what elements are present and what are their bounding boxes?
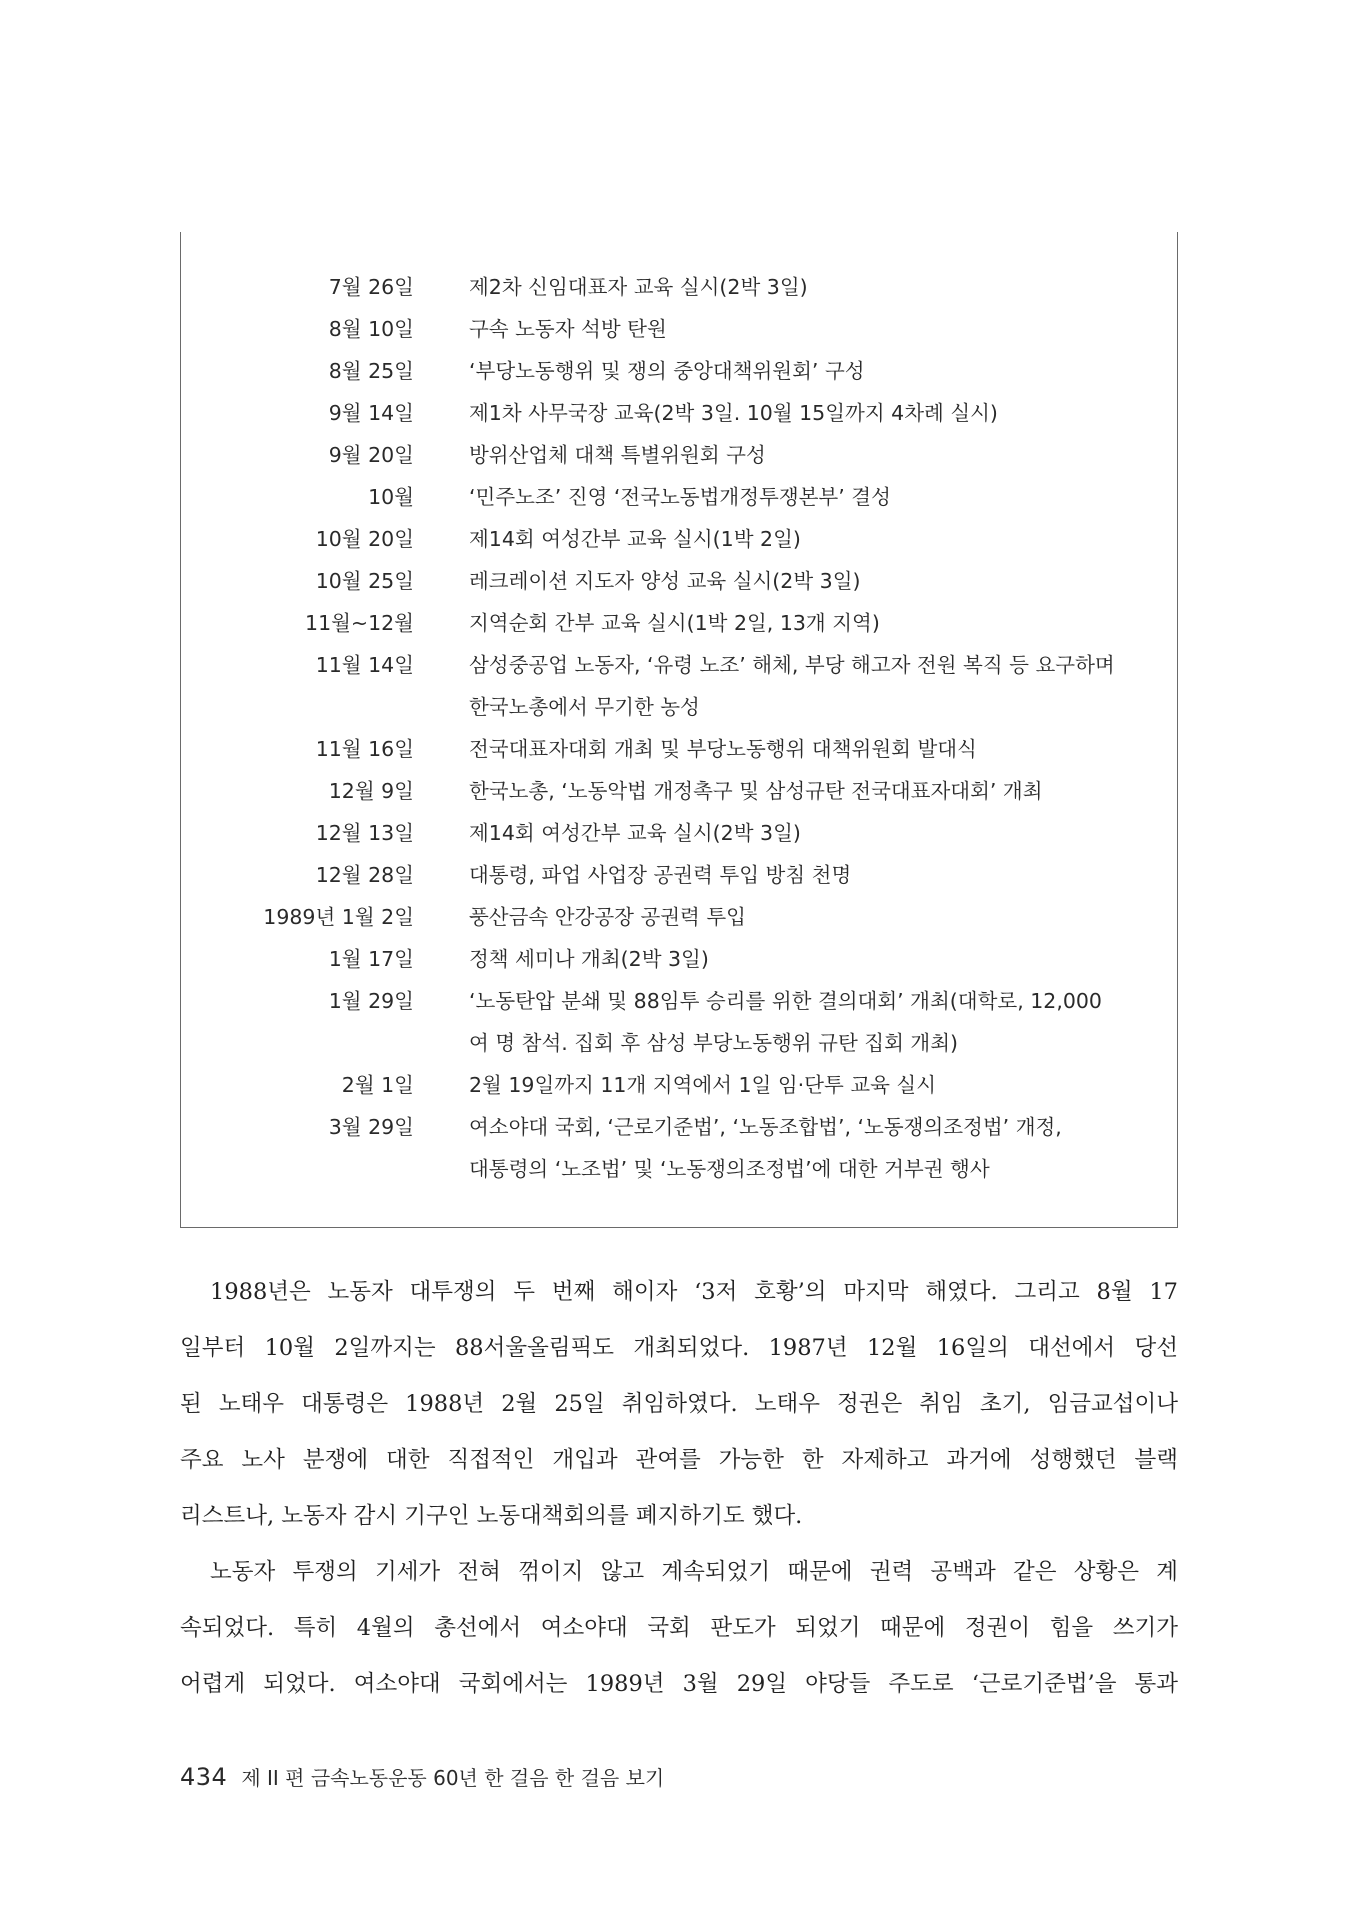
chronology-event-line: 방위산업체 대책 특별위원회 구성 [469, 443, 766, 467]
chronology-date: 11월 16일 [315, 737, 414, 761]
chronology-event-line: ‘노동탄압 분쇄 및 88임투 승리를 위한 결의대회’ 개최(대학로, 12,000 [469, 989, 1102, 1013]
body-paragraph [180, 1264, 1178, 1544]
chronology-date: 11월 14일 [315, 653, 414, 677]
chronology-event-line: 제14회 여성간부 교육 실시(2박 3일) [469, 821, 801, 845]
body-line: 주요 노사 분쟁에 대한 직접적인 개입과 관여를 가능한 한 자제하고 과거에 성행했던 블랙 [180, 1447, 1178, 1473]
chronology-event [469, 770, 1159, 812]
chronology-row [181, 560, 1177, 602]
chronology-row [181, 854, 1177, 896]
chronology-row [181, 392, 1177, 434]
body-line: 노동자 투쟁의 기세가 전혀 꺾이지 않고 계속되었기 때문에 권력 공백과 같은 상황은 계 [210, 1559, 1178, 1585]
chronology-event [469, 308, 1159, 350]
chronology-row [181, 266, 1177, 308]
chronology-event-line: 전국대표자대회 개최 및 부당노동행위 대책위원회 발대식 [469, 737, 977, 761]
page-number: 434 [180, 1763, 228, 1791]
chronology-event-line: 한국노총에서 무기한 농성 [469, 695, 700, 719]
chronology-event [469, 644, 1159, 728]
chronology-event [469, 980, 1159, 1064]
chronology-date: 12월 13일 [315, 821, 414, 845]
chronology-event-line: ‘부당노동행위 및 쟁의 중앙대책위원회’ 구성 [469, 359, 865, 383]
chronology-list [181, 266, 1177, 1190]
chronology-date: 10월 20일 [315, 527, 414, 551]
chronology-row [181, 938, 1177, 980]
chronology-row [181, 1064, 1177, 1106]
chronology-event [469, 812, 1159, 854]
body-text [180, 1264, 1178, 1712]
chronology-row [181, 1106, 1177, 1190]
body-line: 속되었다. 특히 4월의 총선에서 여소야대 국회 판도가 되었기 때문에 정권이 힘을 쓰기가 [180, 1615, 1178, 1641]
chronology-event-line: 제2차 신임대표자 교육 실시(2박 3일) [469, 275, 808, 299]
chronology-date: 2월 1일 [341, 1073, 414, 1097]
chronology-date: 1월 17일 [328, 947, 414, 971]
chronology-row [181, 644, 1177, 728]
chronology-event-line: 레크레이션 지도자 양성 교육 실시(2박 3일) [469, 569, 861, 593]
chronology-date: 8월 10일 [328, 317, 414, 341]
chronology-event [469, 434, 1159, 476]
chronology-row [181, 434, 1177, 476]
chronology-event-line: 제1차 사무국장 교육(2박 3일. 10월 15일까지 4차례 실시) [469, 401, 998, 425]
chronology-event-line: 삼성중공업 노동자, ‘유령 노조’ 해체, 부당 해고자 전원 복직 등 요구하며 [469, 653, 1115, 677]
page-footer [180, 1762, 664, 1791]
chronology-row [181, 518, 1177, 560]
chronology-event [469, 728, 1159, 770]
chronology-event-line: 여소야대 국회, ‘근로기준법’, ‘노동조합법’, ‘노동쟁의조정법’ 개정, [469, 1115, 1062, 1139]
chronology-row [181, 350, 1177, 392]
chronology-row [181, 980, 1177, 1064]
chronology-date: 11월~12월 [305, 611, 414, 635]
chronology-row [181, 896, 1177, 938]
chronology-event-line: 구속 노동자 석방 탄원 [469, 317, 667, 341]
chronology-date: 3월 29일 [328, 1115, 414, 1139]
chronology-row [181, 812, 1177, 854]
chronology-row [181, 770, 1177, 812]
body-line: 리스트나, 노동자 감시 기구인 노동대책회의를 폐지하기도 했다. [180, 1503, 803, 1529]
chronology-event-line: 한국노총, ‘노동악법 개정촉구 및 삼성규탄 전국대표자대회’ 개최 [469, 779, 1043, 803]
chronology-event [469, 392, 1159, 434]
chronology-event [469, 518, 1159, 560]
body-paragraph [180, 1544, 1178, 1712]
chronology-event [469, 560, 1159, 602]
chronology-event-line: 정책 세미나 개최(2박 3일) [469, 947, 709, 971]
chronology-event-line: ‘민주노조’ 진영 ‘전국노동법개정투쟁본부’ 결성 [469, 485, 891, 509]
chronology-date: 12월 28일 [315, 863, 414, 887]
chronology-event-line: 2월 19일까지 11개 지역에서 1일 임·단투 교육 실시 [469, 1073, 937, 1097]
chronology-date: 12월 9일 [328, 779, 414, 803]
chronology-row [181, 602, 1177, 644]
chronology-date: 10월 25일 [315, 569, 414, 593]
chronology-date: 1989년 1월 2일 [263, 905, 414, 929]
chronology-date: 9월 14일 [328, 401, 414, 425]
body-line: 어렵게 되었다. 여소야대 국회에서는 1989년 3월 29일 야당들 주도로 ‘근로기준법’을 통과 [180, 1671, 1178, 1697]
chronology-event-line: 대통령의 ‘노조법’ 및 ‘노동쟁의조정법’에 대한 거부권 행사 [469, 1157, 990, 1181]
chronology-event [469, 266, 1159, 308]
chronology-event [469, 602, 1159, 644]
body-line: 된 노태우 대통령은 1988년 2월 25일 취임하였다. 노태우 정권은 취임 초기, 임금교섭이나 [180, 1391, 1178, 1417]
chronology-event [469, 938, 1159, 980]
chronology-row [181, 728, 1177, 770]
chronology-box [180, 232, 1178, 1228]
body-line: 일부터 10월 2일까지는 88서울올림픽도 개최되었다. 1987년 12월 16일의 대선에서 당선 [180, 1335, 1178, 1361]
chronology-event-line: 지역순회 간부 교육 실시(1박 2일, 13개 지역) [469, 611, 880, 635]
chronology-event [469, 1106, 1159, 1190]
chronology-date: 10월 [368, 485, 414, 509]
chronology-event [469, 476, 1159, 518]
chronology-date: 7월 26일 [328, 275, 414, 299]
body-line: 1988년은 노동자 대투쟁의 두 번째 해이자 ‘3저 호황’의 마지막 해였다. 그리고 8월 17 [210, 1279, 1178, 1305]
chronology-event-line: 풍산금속 안강공장 공권력 투입 [469, 905, 746, 929]
chronology-event [469, 350, 1159, 392]
chronology-row [181, 476, 1177, 518]
chronology-event-line: 대통령, 파업 사업장 공권력 투입 방침 천명 [469, 863, 852, 887]
chronology-event-line: 여 명 참석. 집회 후 삼성 부당노동행위 규탄 집회 개최) [469, 1031, 959, 1055]
chronology-event-line: 제14회 여성간부 교육 실시(1박 2일) [469, 527, 801, 551]
chronology-date: 9월 20일 [328, 443, 414, 467]
chronology-event [469, 896, 1159, 938]
running-head: 제 II 편 금속노동운동 60년 한 걸음 한 걸음 보기 [241, 1766, 665, 1790]
chronology-event [469, 854, 1159, 896]
chronology-row [181, 308, 1177, 350]
chronology-date: 1월 29일 [328, 989, 414, 1013]
chronology-event [469, 1064, 1159, 1106]
chronology-date: 8월 25일 [328, 359, 414, 383]
